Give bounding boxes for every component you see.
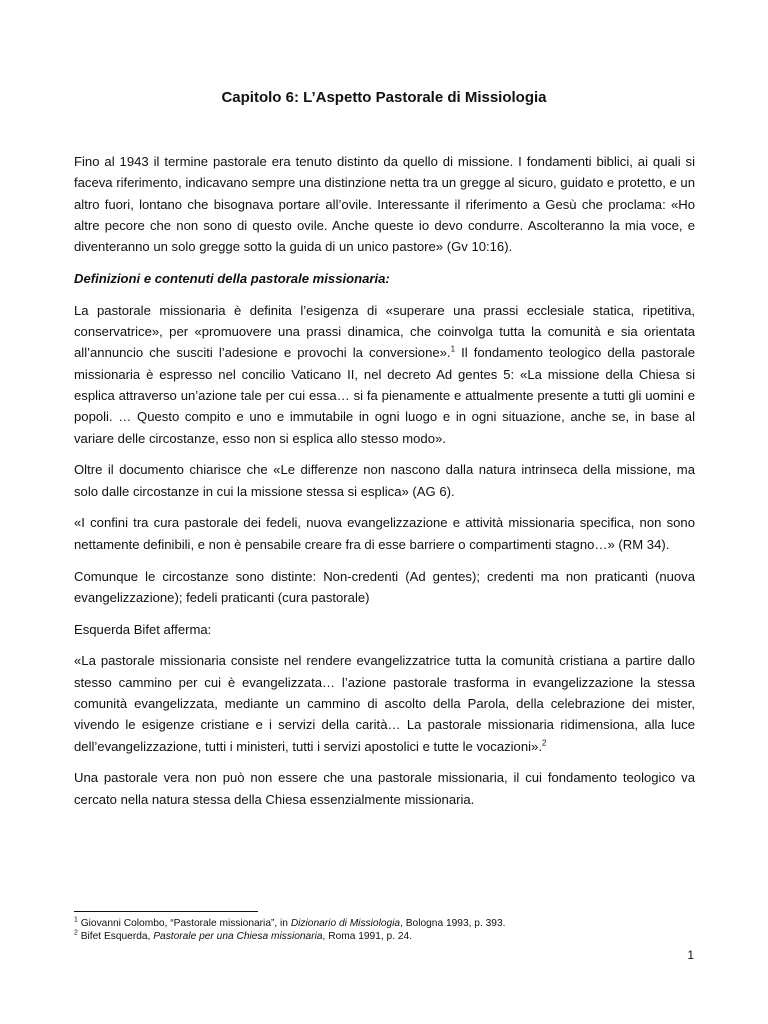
footnote-1-pre: Giovanni Colombo, “Pastorale missionaria”, in	[77, 918, 291, 929]
document-body	[74, 151, 695, 821]
paragraph-rm34: «I confini tra cura pastorale dei fedeli, nuova evangelizzazione e attività missionaria specifica, non sono nettamente definibili, e non è pensabile creare fra di esse barriere o compartimenti stagno…» (RM 34).	[74, 515, 695, 552]
footnote-ref-1[interactable]: 1	[450, 345, 456, 355]
footnote-separator	[74, 911, 258, 912]
chapter-title: Capitolo 6: L’Aspetto Pastorale di Missiologia	[221, 89, 547, 106]
paragraph-circumstances: Comunque le circostanze sono distinte: Non-credenti (Ad gentes); credenti ma non praticanti (nuova evangelizzazione); fedeli praticanti (cura pastorale)	[74, 568, 695, 605]
section-heading: Definizioni e contenuti della pastorale missionaria:	[74, 270, 390, 286]
paragraph-ag6: Oltre il documento chiarisce che «Le differenze non nascono dalla natura intrinseca della missione, ma solo dalle circostanze in cui la missione stessa si esplica» (AG 6).	[74, 462, 695, 499]
footnote-1-post: , Bologna 1993, p. 393.	[400, 918, 506, 929]
footnote-2-italic: Pastorale per una Chiesa missionaria	[153, 931, 323, 942]
footnote-2	[74, 930, 695, 943]
paragraph-definition-text-b: Il fondamento teologico della pastorale missionaria è espresso nel concilio Vaticano II, nel decreto Ad gentes 5: «La missione della Chiesa si esplica attraverso un’azione tale per cui essa… si fa pienamente e attualmente presente a tutti gli uomini e popoli. … Questo compito e uno e immutabile in ogni luogo e in ogni situazione, anche se, in base al variare delle circostanze, esso non si esplica allo stesso modo».	[74, 345, 695, 446]
footnote-1-number: 1	[74, 916, 78, 924]
footnotes	[74, 917, 695, 943]
page-number: 1	[687, 948, 694, 962]
footnote-2-number: 2	[74, 929, 78, 937]
footnote-ref-2[interactable]: 2	[541, 738, 547, 748]
paragraph-intro: Fino al 1943 il termine pastorale era tenuto distinto da quello di missione. I fondamenti biblici, ai quali si faceva riferimento, indicavano sempre una distinzione netta tra un gregge al sicuro, guidato e protetto, e un altro fuori, lontano che bisognava portare all’ovile. Interessante il riferimento a Gesù che proclama: «Ho altre pecore che non sono di questo ovile. Anche queste io devo condurre. Ascolteranno la mia voce, e diventeranno un solo gregge sotto la guida di un unico pastore» (Gv 10:16).	[74, 154, 695, 255]
paragraph-bifet-intro: Esquerda Bifet afferma:	[74, 621, 212, 637]
footnote-2-pre: Bifet Esquerda,	[77, 931, 154, 942]
paragraph-bifet-quote	[74, 650, 695, 756]
paragraph-conclusion: Una pastorale vera non può non essere che una pastorale missionaria, il cui fondamento teologico va cercato nella natura stessa della Chiesa essenzialmente missionaria.	[74, 770, 695, 807]
footnote-1	[74, 917, 695, 930]
paragraph-definition	[74, 300, 695, 449]
footnote-1-italic: Dizionario di Missiologia	[290, 918, 401, 929]
paragraph-bifet-quote-text: «La pastorale missionaria consiste nel rendere evangelizzatrice tutta la comunità cristiana a partire dallo stesso cammino per cui è evangelizzata… l’azione pastorale trasforma in evangelizzazione la stessa comunità evangelizzata, mediante un cammino di ascolto della Parola, della celebrazione dei mister, vivendo le esigenze cristiane e i servizi della carità… La pastorale missionaria ridimensiona, alla luce dell’evangelizzazione, tutti i ministeri, tutti i servizi apostolici e tutte le vocazioni».	[74, 653, 695, 754]
paragraph-definition-text-a: La pastorale missionaria è definita l’esigenza di «superare una prassi ecclesiale statica, ripetitiva, conservatrice», per «promuovere una prassi dinamica, che coinvolga tutta la comunità e sia orientata all’annuncio che susciti l’adesione e provochi la conversione».	[74, 302, 695, 361]
footnote-2-post: , Roma 1991, p. 24.	[322, 931, 413, 942]
